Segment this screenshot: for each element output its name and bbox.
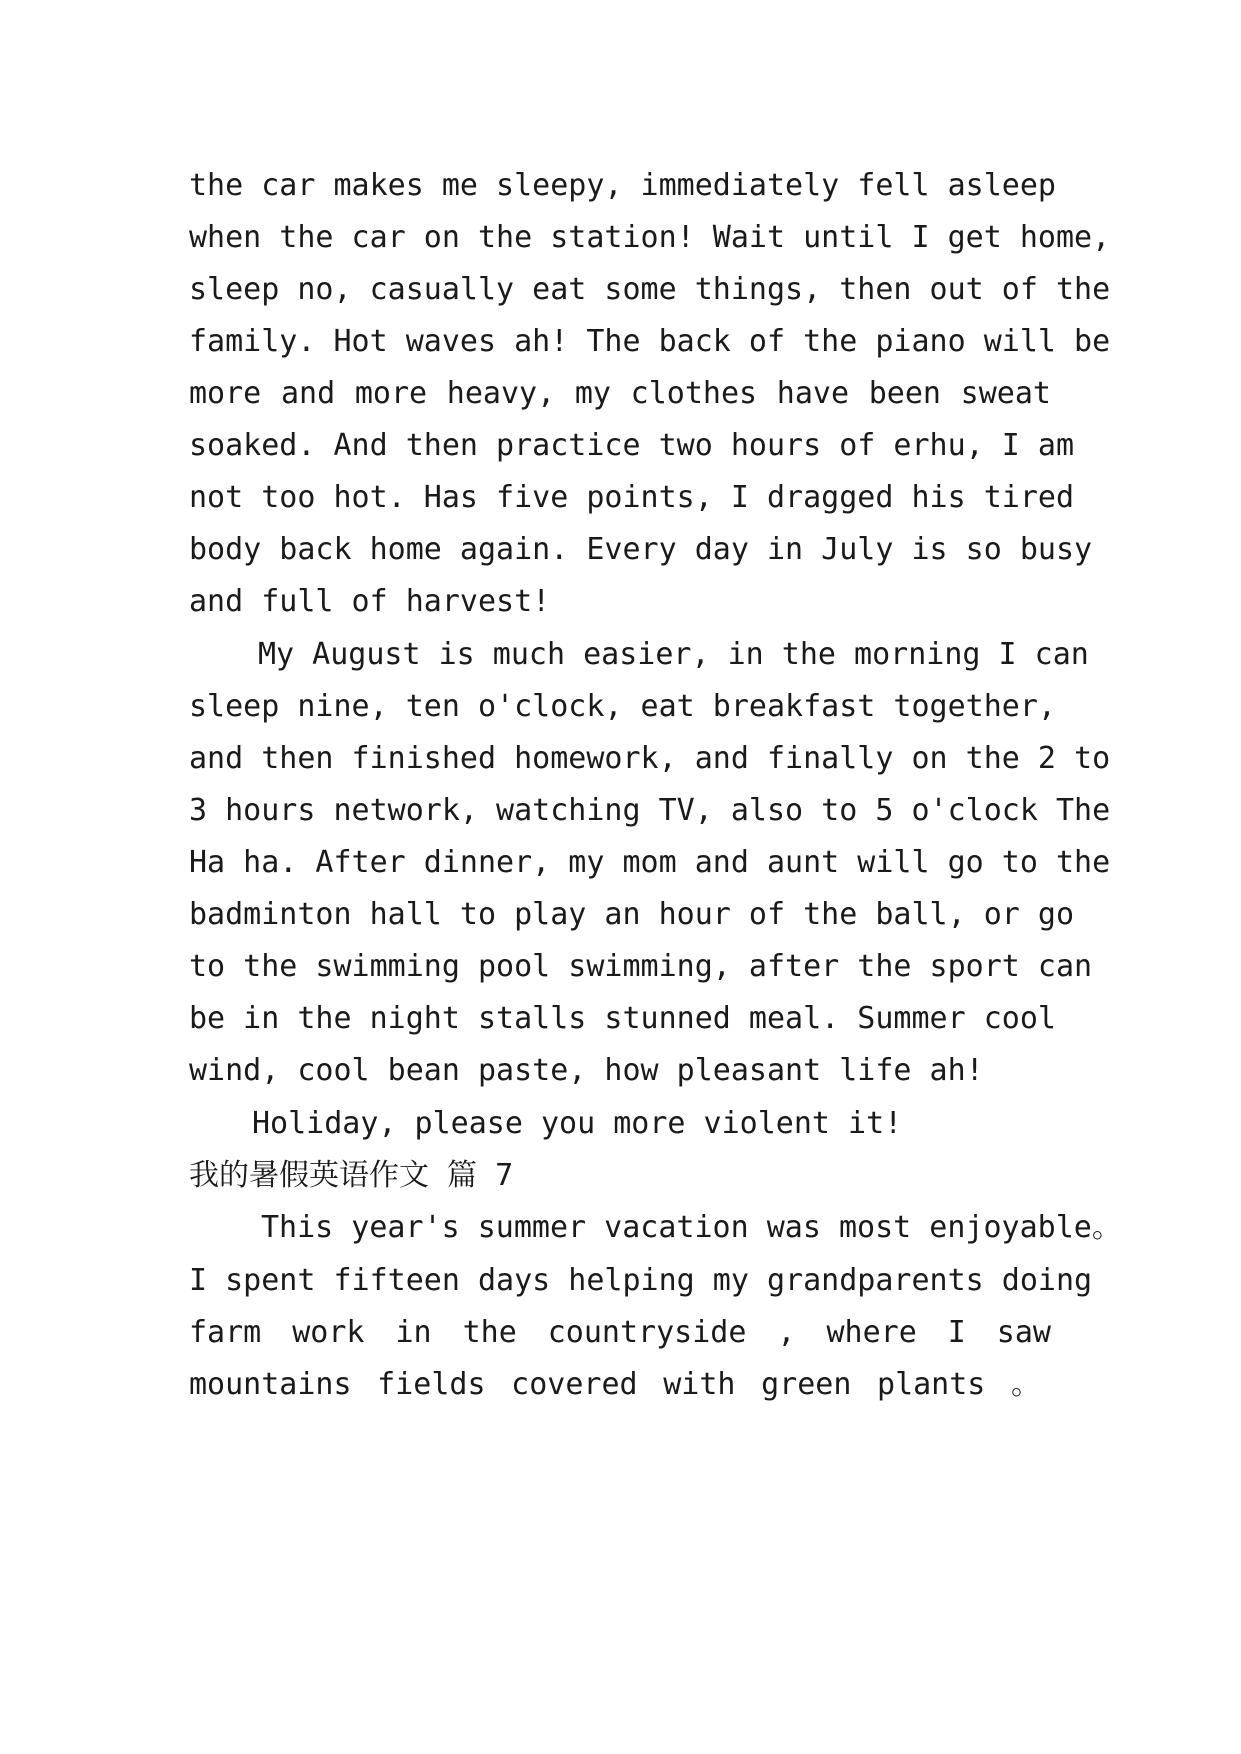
text-line: wind, cool bean paste, how pleasant life ah! [189, 1053, 984, 1088]
text-line: and full of harvest! [189, 584, 551, 619]
text-line: not too hot. Has five points, I dragged his tired [189, 480, 1075, 515]
text-line: farm work in the countryside , where I saw [189, 1315, 1051, 1350]
text-line: family. Hot waves ah! The back of the piano will be [189, 324, 1111, 359]
text-line: 3 hours network, watching TV, also to 5 o'clock The [189, 793, 1111, 828]
text-line: I spent fifteen days helping my grandparents doing [189, 1263, 1093, 1298]
text-line: and then finished homework, and finally on the 2 to [189, 741, 1111, 776]
text-line: sleep no, casually eat some things, then out of the [189, 272, 1111, 307]
text-line: be in the night stalls stunned meal. Summer cool [189, 1001, 1056, 1036]
text-line: more and more heavy, my clothes have been sweat [189, 376, 1051, 411]
text-line: body back home again. Every day in July is so busy [189, 532, 1093, 567]
text-line: My August is much easier, in the morning I can [258, 637, 1089, 672]
text-line: soaked. And then practice two hours of erhu, I am [189, 428, 1075, 463]
closing-line: Holiday, please you more violent it! [252, 1106, 903, 1141]
text-line: sleep nine, ten o'clock, eat breakfast together, [189, 689, 1056, 724]
section-heading: 我的暑假英语作文 篇 7 [189, 1158, 514, 1193]
text-line: This year's summer vacation was most enjoyable。 [261, 1210, 1122, 1245]
text-line: to the swimming pool swimming, after the sport can [189, 949, 1093, 984]
text-line: Ha ha. After dinner, my mom and aunt will go to the [189, 845, 1111, 880]
text-line: when the car on the station! Wait until I get home, [189, 220, 1111, 255]
text-line: badminton hall to play an hour of the ball, or go [189, 897, 1075, 932]
text-line: mountains fields covered with green plants 。 [189, 1367, 1041, 1402]
text-line: the car makes me sleepy, immediately fell asleep [189, 168, 1056, 203]
